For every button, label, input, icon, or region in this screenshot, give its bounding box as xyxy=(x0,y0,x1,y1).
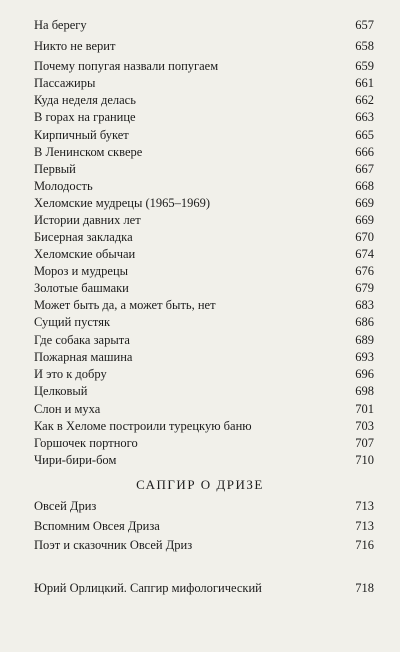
toc-entry xyxy=(34,516,374,536)
toc-entry-title: Почему попугая назвали попугаем xyxy=(34,59,219,73)
toc-entry-page: 698 xyxy=(355,384,374,398)
toc-entry-page: 667 xyxy=(355,162,374,176)
toc-entry-page: 668 xyxy=(355,179,374,193)
toc-entry-page: 658 xyxy=(355,39,374,53)
toc-entry-title: Целковый xyxy=(34,384,88,398)
toc-entry-title: Первый xyxy=(34,162,76,176)
toc-entry-title: Куда неделя делась xyxy=(34,93,136,107)
toc-entry xyxy=(34,381,374,401)
toc-entry-page: 657 xyxy=(355,18,374,32)
toc-entry-title: Кирпичный букет xyxy=(34,128,129,142)
toc-entry xyxy=(34,107,374,127)
toc-entry-title: Мороз и мудрецы xyxy=(34,264,129,278)
toc-entry-page: 716 xyxy=(355,538,374,552)
toc-entry-title: Как в Хеломе построили турецкую баню xyxy=(34,419,252,433)
toc-entry-page: 665 xyxy=(355,128,374,142)
toc-entry-page: 666 xyxy=(355,145,374,159)
toc-entry-title: И это к добру xyxy=(34,367,107,381)
toc-entry-page: 676 xyxy=(355,264,374,278)
toc-entry-page: 707 xyxy=(355,436,374,450)
section-heading: САПГИР О ДРИЗЕ xyxy=(136,477,264,492)
toc-entry-title: Юрий Орлицкий. Сапгир мифологический xyxy=(34,581,262,595)
toc-entry-title: Овсей Дриз xyxy=(34,499,97,513)
toc-entry-title: Горшочек портного xyxy=(34,436,138,450)
toc-entry-page: 683 xyxy=(355,298,374,312)
toc-entry-title: Золотые башмаки xyxy=(34,281,129,295)
toc-entry-title: Никто не верит xyxy=(34,39,116,53)
toc-entry xyxy=(34,535,374,555)
toc-entry-page: 703 xyxy=(355,419,374,433)
toc-entry-title: Слон и муха xyxy=(34,402,101,416)
toc-entry-title: Где собака зарыта xyxy=(34,333,130,347)
toc-entry-title: Вспомним Овсея Дриза xyxy=(34,519,160,533)
toc-entry-title: Молодость xyxy=(34,179,93,193)
toc-entry-final xyxy=(34,578,374,598)
toc-entry xyxy=(34,312,374,332)
toc-entry-title: Хеломские мудрецы (1965–1969) xyxy=(34,196,211,210)
toc-entry-page: 713 xyxy=(355,499,374,513)
toc-entry-title: Чири-бири-бом xyxy=(34,453,117,467)
toc-entry-page: 662 xyxy=(355,93,374,107)
toc-entry-title: В горах на границе xyxy=(34,110,136,124)
toc-entry-title: Сущий пустяк xyxy=(34,315,111,329)
toc-entry-title: Пожарная машина xyxy=(34,350,133,364)
toc-entry-title: Поэт и сказочник Овсей Дриз xyxy=(34,538,193,552)
toc-entry xyxy=(34,496,374,516)
toc-entry-title: Хеломские обычаи xyxy=(34,247,136,261)
toc-entry-page: 713 xyxy=(355,519,374,533)
toc-entry xyxy=(34,15,374,35)
toc-entry-page: 663 xyxy=(355,110,374,124)
toc-entry-page: 686 xyxy=(355,315,374,329)
toc-entry-title: На берегу xyxy=(34,18,87,32)
toc-entry-title: Истории давних лет xyxy=(34,213,141,227)
toc-entry-page: 693 xyxy=(355,350,374,364)
toc-entry-page: 689 xyxy=(355,333,374,347)
toc-entry-page: 710 xyxy=(355,453,374,467)
toc-entry-title: Пассажиры xyxy=(34,76,96,90)
toc-entry-page: 669 xyxy=(355,213,374,227)
toc-entry-page: 674 xyxy=(355,247,374,261)
toc-entry-page: 696 xyxy=(355,367,374,381)
toc-entry xyxy=(34,36,374,56)
toc-entry-title: Может быть да, а может быть, нет xyxy=(34,298,216,312)
toc-entry-page: 669 xyxy=(355,196,374,210)
toc-entry-page: 701 xyxy=(355,402,374,416)
toc-entry-page: 661 xyxy=(355,76,374,90)
toc-entry-page: 679 xyxy=(355,281,374,295)
toc-entry-page: 659 xyxy=(355,59,374,73)
toc-entry-page: 718 xyxy=(355,581,374,595)
toc-entry-page: 670 xyxy=(355,230,374,244)
toc-entry xyxy=(34,450,374,470)
toc-entry-title: Бисерная закладка xyxy=(34,230,133,244)
toc-entry-title: В Ленинском сквере xyxy=(34,145,143,159)
